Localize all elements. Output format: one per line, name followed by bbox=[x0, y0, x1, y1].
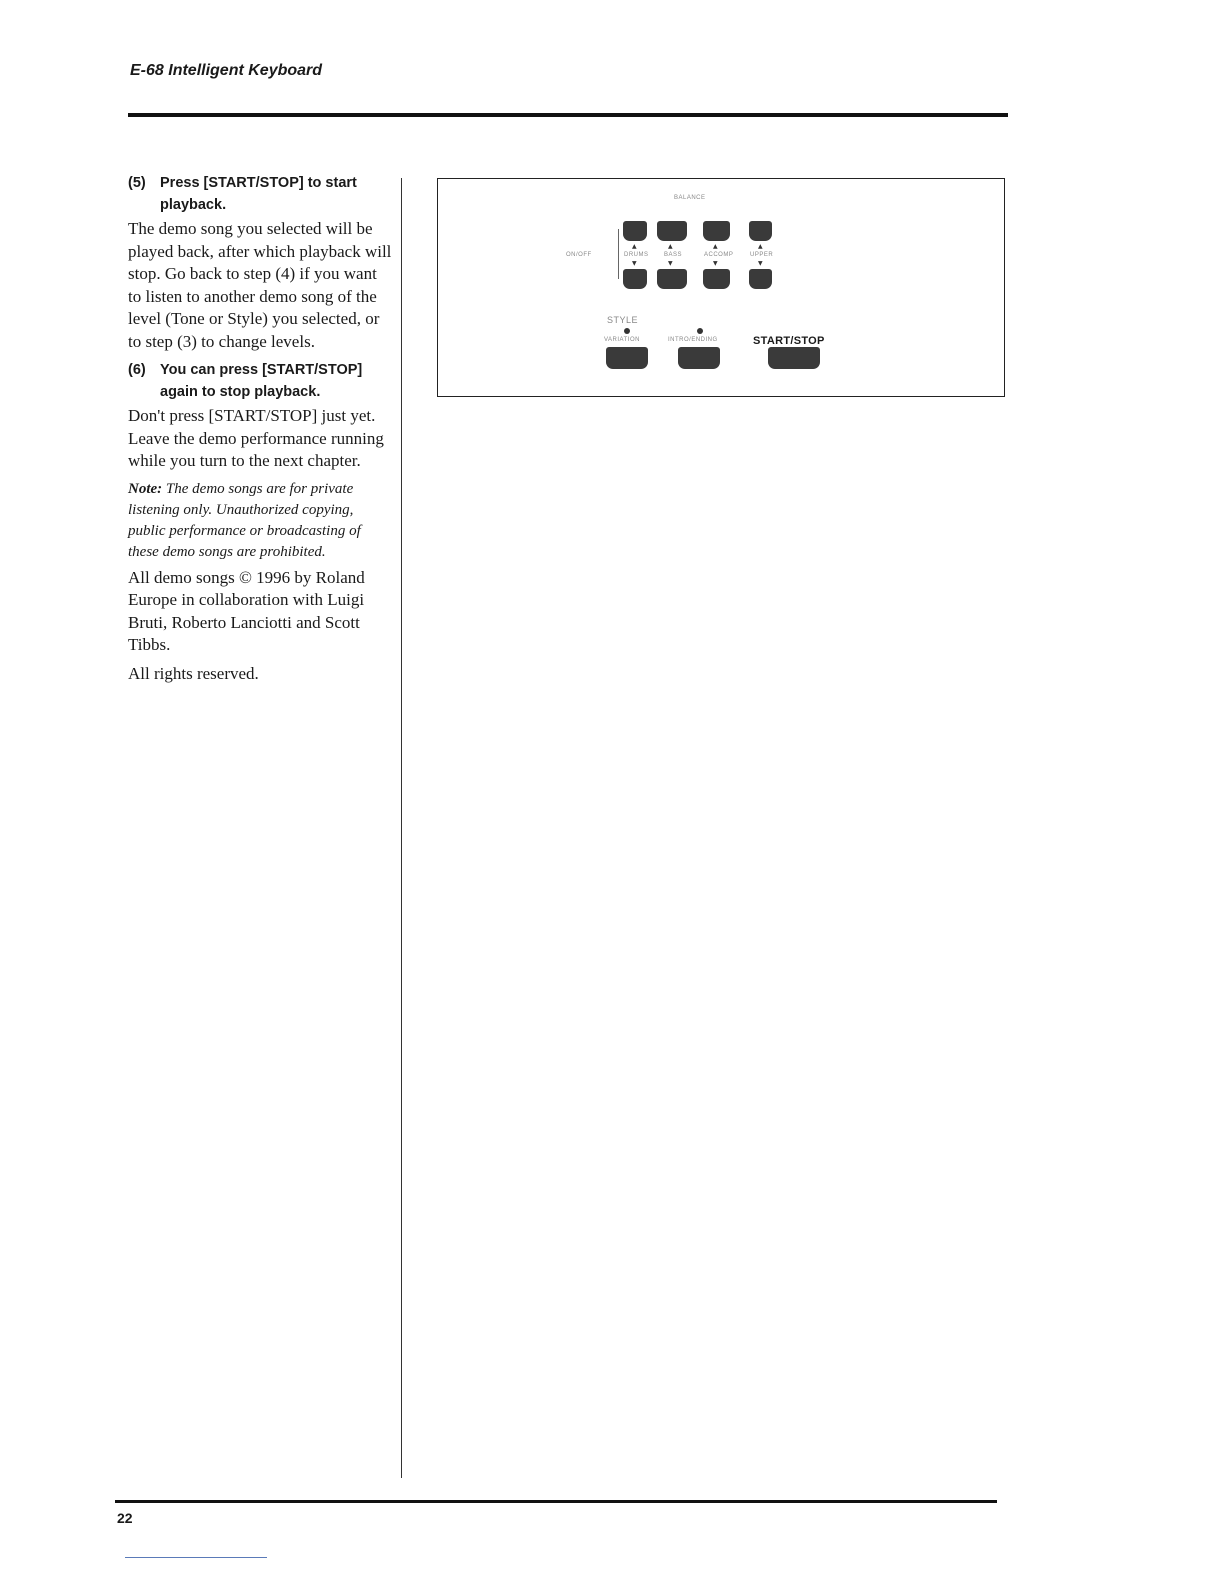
step-6-heading-line2: again to stop playback. bbox=[160, 384, 321, 400]
up-arrow-icon: ▲ bbox=[758, 243, 763, 250]
balance-channel-label: BASS bbox=[664, 252, 683, 258]
balance-channel-label: ACCOMP bbox=[704, 252, 734, 258]
step-6-number: (6) bbox=[128, 362, 146, 378]
balance-up-button-bass[interactable] bbox=[657, 221, 687, 241]
up-arrow-icon: ▲ bbox=[668, 243, 673, 250]
variation-indicator-led bbox=[624, 328, 630, 334]
down-arrow-icon: ▼ bbox=[713, 260, 718, 267]
balance-down-button-bass[interactable] bbox=[657, 269, 687, 289]
step-6-heading bbox=[128, 359, 393, 403]
rights-text: All rights reserved. bbox=[128, 663, 259, 683]
on-off-bracket bbox=[618, 229, 619, 279]
start-stop-label: START/STOP bbox=[753, 335, 825, 347]
style-label: STYLE bbox=[607, 315, 639, 325]
step-5-number: (5) bbox=[128, 175, 146, 191]
balance-down-button-upper[interactable] bbox=[749, 269, 772, 289]
balance-channel-label: DRUMS bbox=[624, 252, 649, 258]
intro-ending-label: INTRO/ENDING bbox=[668, 337, 718, 343]
step-5-body: The demo song you selected will be played back, after which playback will stop. Go back to step (4) if you want to listen to another demo song of the level (Tone or Style) you selected, or to step (3) to change levels. bbox=[128, 219, 392, 351]
balance-channel-label: UPPER bbox=[750, 252, 774, 258]
variation-button[interactable] bbox=[606, 347, 648, 369]
step-6-heading-line1: You can press [START/STOP] bbox=[160, 362, 363, 378]
note-text: The demo songs are for private listening only. Unauthorized copying, public performance or broadcasting of these demo songs are prohibited. bbox=[128, 480, 361, 560]
balance-label: BALANCE bbox=[674, 195, 706, 201]
down-arrow-icon: ▼ bbox=[758, 260, 763, 267]
balance-up-button-upper[interactable] bbox=[749, 221, 772, 241]
step-5-heading bbox=[128, 172, 393, 216]
step-6 bbox=[128, 359, 393, 473]
bottom-line bbox=[125, 1557, 267, 1558]
running-header: E-68 Intelligent Keyboard bbox=[130, 62, 323, 79]
left-column bbox=[128, 172, 393, 691]
balance-up-button-drums[interactable] bbox=[623, 221, 647, 241]
step-6-body: Don't press [START/STOP] just yet. Leave the demo performance running while you turn to the next chapter. bbox=[128, 406, 384, 470]
intro-ending-button[interactable] bbox=[678, 347, 720, 369]
column-divider bbox=[401, 178, 402, 1478]
down-arrow-icon: ▼ bbox=[668, 260, 673, 267]
variation-label: VARIATION bbox=[604, 337, 640, 343]
panel-diagram bbox=[437, 178, 1005, 397]
page-number: 22 bbox=[117, 1510, 133, 1526]
step-5-heading-text bbox=[160, 172, 357, 216]
on-off-label: ON/OFF bbox=[566, 252, 592, 258]
credits-text: All demo songs © 1996 by Roland Europe in collaboration with Luigi Bruti, Roberto Lanciotti and Scott Tibbs. bbox=[128, 567, 365, 654]
step-6-heading-text bbox=[160, 359, 362, 403]
note-label: Note: bbox=[128, 480, 163, 497]
up-arrow-icon: ▲ bbox=[713, 243, 718, 250]
balance-down-button-drums[interactable] bbox=[623, 269, 647, 289]
step-5 bbox=[128, 172, 393, 353]
step-5-heading-line1: Press [START/STOP] to start bbox=[160, 175, 357, 191]
header-rule bbox=[128, 113, 1008, 117]
balance-up-button-accomp[interactable] bbox=[703, 221, 730, 241]
up-arrow-icon: ▲ bbox=[632, 243, 637, 250]
note bbox=[128, 479, 393, 563]
step-5-heading-line2: playback. bbox=[160, 197, 227, 213]
footer-rule bbox=[115, 1500, 997, 1503]
intro-ending-indicator-led bbox=[697, 328, 703, 334]
start-stop-button[interactable] bbox=[768, 347, 820, 369]
down-arrow-icon: ▼ bbox=[632, 260, 637, 267]
balance-down-button-accomp[interactable] bbox=[703, 269, 730, 289]
